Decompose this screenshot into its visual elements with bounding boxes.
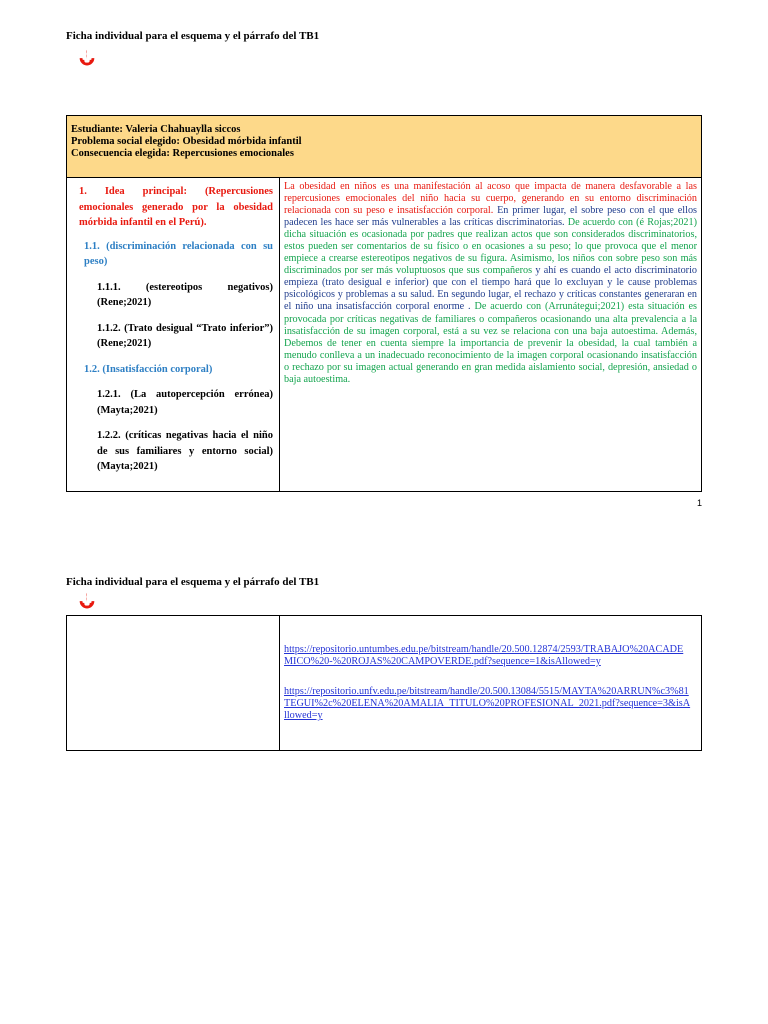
references-left-cell [67,616,280,750]
table-header [67,116,701,178]
paragraph-first-argument: En primer lugar, el sobre peso con el que ellos padecen les hace ser más vulnerables a las críticas discriminatorias. [284,205,697,229]
outline-item-1-2-1: 1.2.1. (La autopercepción errónea) (Mayta;2021) [97,389,273,416]
outline-column [67,178,280,491]
paragraph-first-conclusion: y ahí es cuando el acto discriminatorio empieza (trato desigual e inferior) que con el tiempo hará que lo excluyan y le cause problemas psicológicos y problemas a su salud. [284,265,697,301]
paragraph-intro: La obesidad en niños es una manifestación al acoso que impacta de manera desfavorable a las repercusiones emocionales del niño hacia su cuerpo, generando en su entorno discriminación relacionada con su peso e insatisfacción corporal. [284,181,697,217]
outline-item-1-2: 1.2. (Insatisfacción corporal) [84,363,213,375]
student-name: Estudiante: Valeria Chahuaylla siccos [71,124,241,135]
references-cell [280,616,701,750]
outline-table [66,115,702,492]
reference-link-1[interactable]: https://repositorio.untumbes.edu.pe/bitstream/handle/20.500.12874/2593/TRABAJO%20ACADEMICO%20-%20ROJAS%20CAMPOVERDE.pdf?sequence=1&isAllowed=y [284,644,684,667]
outline-item-1-2-2: 1.2.2. (críticas negativas hacia el niño de sus familiares y entorno social) (Mayta;2021) [97,430,273,472]
outline-item-1-1-1: 1.1.1. (estereotipos negativos) (Rene;2021) [97,281,273,308]
upc-logo-icon [76,48,98,70]
chosen-consequence: Consecuencia elegida: Repercusiones emocionales [71,148,294,159]
paragraph-first-evidence: De acuerdo con (é Rojas;2021) dicha situación es ocasionada por padres que realizan actos que son considerados discriminatorios, estos pueden ser comentarios de su físico o en ocasiones a su peso; lo que provoca que el menor empiece a crearse estereotipos negativos de su figura. Asimismo, los niños con sobre peso son más discriminados por ser más voluptuosos que sus compañeros [284,217,698,277]
paragraph-column [280,178,701,491]
page-number: 1 [697,498,703,508]
reference-link-2[interactable]: https://repositorio.unfv.edu.pe/bitstream/handle/20.500.13084/5515/MAYTA%20ARRUN%c3%81TEGUI%2c%20ELENA%20AMALIA_TITULO%20PROFESIONAL_2021.pdf?sequence=3&isAllowed=y [284,686,691,721]
main-idea: 1. Idea principal: (Repercusiones emocionales generado por la obesidad mórbida infantil en el Perú). [79,186,273,228]
paragraph-second-argument: En segundo lugar, el rechazo y críticas constantes generaran en el niño una insatisfacción corporal enorme . [284,289,698,313]
outline-item-1-1: 1.1. (discriminación relacionada con su peso) [84,240,273,267]
page-title: Ficha individual para el esquema y el párrafo del TB1 [66,576,320,588]
paragraph-second-evidence: De acuerdo con (Arrunátegui;2021) esta situación es provocada por críticas negativas de familiares o compañeros ocasionando una alta prevalencia a la insatisfacción de su imagen corporal, está a su vez se relaciona con una baja autoestima. Además, Debemos de tener en cuenta siempre la importancia de prevenir la obesidad, la cual también a menudo conlleva a un inadecuado reconocimiento de la imagen corporal ocasionando insatisfacción o rechazo por su imagen actual generando en gran medida aislamiento social, depresión, ansiedad o baja autoestima. [284,301,697,385]
outline-item-1-1-2: 1.1.2. (Trato desigual “Trato inferior”) (Rene;2021) [97,322,273,349]
references-table [66,615,702,751]
upc-logo-icon [76,591,98,613]
paragraph-text [280,178,701,389]
social-problem: Problema social elegido: Obesidad mórbida infantil [71,136,302,147]
page-title: Ficha individual para el esquema y el párrafo del TB1 [66,30,320,42]
